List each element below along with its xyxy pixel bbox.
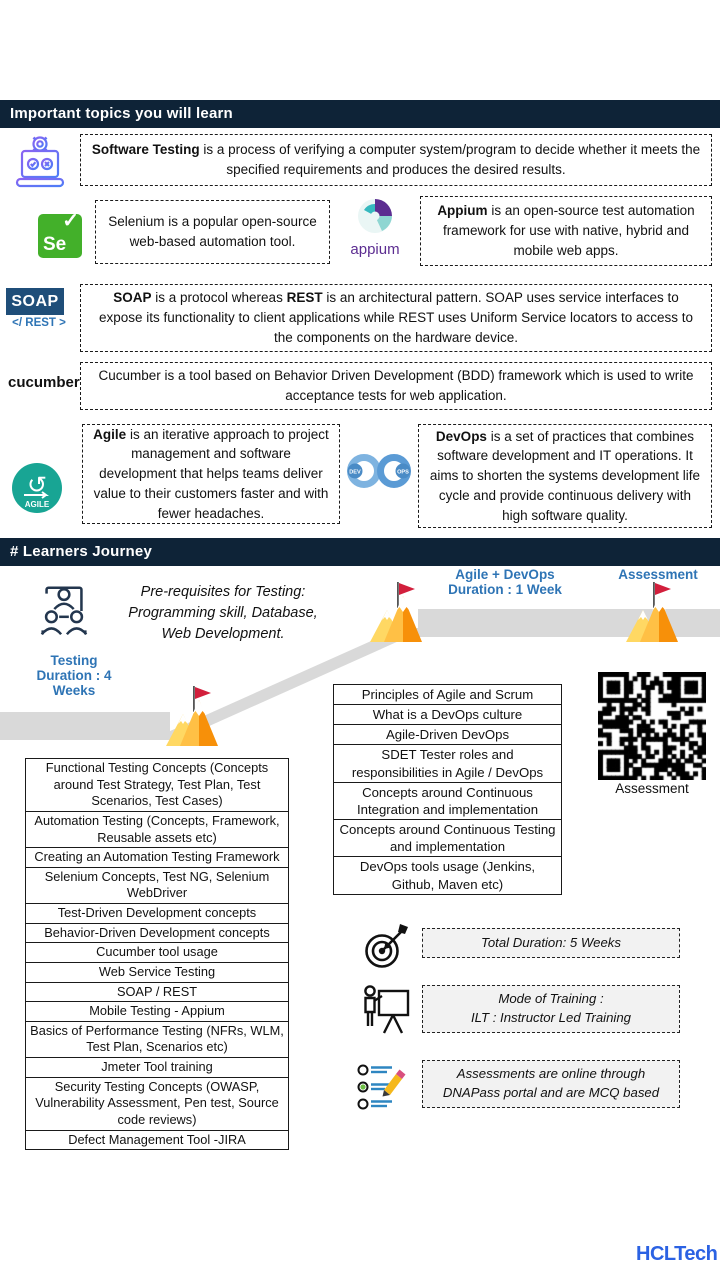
selenium-icon (38, 210, 82, 258)
topic-box-devops (418, 424, 712, 528)
topic-bold-devops: DevOps (435, 428, 487, 444)
topic-box-appium (420, 196, 712, 266)
selenium-check-glyph: ✓ (62, 210, 79, 232)
agile-icon (11, 462, 63, 519)
instructor-icon (360, 982, 410, 1041)
soap-badge-label: SOAP (6, 288, 64, 315)
topic-bold-agile: Agile (93, 426, 127, 442)
topic-text-soap1: is a protocol whereas (151, 290, 287, 306)
table-row: Selenium Concepts, Test NG, Selenium WebDriver (26, 867, 288, 903)
topic-text-devops: is a set of practices that combines software development and IT operations. It aims to shorten the systems development life cycle and provide continuous delivery with high software quality. (429, 428, 701, 523)
topic-text-agile: is an iterative approach to project management and software development that helps teams deliver value to their customers faster and with fewer headaches. (93, 426, 329, 521)
table-row: Concepts around Continuous Testing and implementation (334, 819, 561, 856)
table-row: Web Service Testing (26, 962, 288, 982)
selenium-se-label: Se (43, 234, 67, 255)
rest-badge-label: </ REST > (12, 317, 66, 329)
agile-devops-topics-table (333, 684, 562, 895)
devops-ops-label: OPS (397, 469, 409, 476)
cucumber-label: cucumber (8, 374, 80, 391)
topic-text-software-testing: is a process of verifying a computer system/program to decide whether it meets the specified requirements and produces the desired results. (199, 142, 701, 177)
agile-loop-glyph: ↺ (26, 472, 48, 499)
topic-box-software-testing (80, 134, 712, 186)
section-header-important-topics: Important topics you will learn (0, 100, 720, 128)
learners-group-icon (33, 580, 95, 647)
topic-text-cucumber: Cucumber is a tool based on Behavior Driven Development (BDD) framework which is used to write acceptance tests for web application. (98, 368, 694, 403)
qr-caption: Assessment (615, 781, 689, 796)
appium-icon (340, 197, 410, 258)
table-row: Behavior-Driven Development concepts (26, 923, 288, 943)
topic-bold-rest: REST (286, 290, 323, 306)
qr-code (598, 672, 706, 785)
hcltech-logo: HCLTech (636, 1243, 718, 1265)
milestone-flag-icon (166, 684, 220, 753)
info-box-assessments: Assessments are online through DNAPass portal and are MCQ based (422, 1060, 680, 1108)
topic-text-soap2: is an architectural pattern. SOAP uses service interfaces to expose its functionality to client applications while REST uses Uniform Service locators to access to the components on the hardware device. (98, 290, 694, 345)
table-row: SOAP / REST (26, 982, 288, 1002)
table-row: Basics of Performance Testing (NFRs, WLM, Test Plan, Scenarios etc) (26, 1021, 288, 1057)
topic-box-cucumber (80, 362, 712, 410)
table-row: Mobile Testing - Appium (26, 1001, 288, 1021)
table-row: Jmeter Tool training (26, 1057, 288, 1077)
milestone-label-testing: Testing Duration : 4 Weeks (36, 653, 112, 698)
topic-text-appium: is an open-source test automation framework for use with native, hybrid and mobile web apps. (442, 203, 695, 258)
table-row: Creating an Automation Testing Framework (26, 847, 288, 867)
target-icon (362, 924, 408, 975)
section-header-learners-journey: # Learners Journey (0, 538, 720, 566)
table-row: Defect Management Tool -JIRA (26, 1130, 288, 1150)
milestone-label-assessment: Assessment (618, 567, 698, 582)
topic-bold-software-testing: Software Testing (91, 142, 200, 158)
table-row: DevOps tools usage (Jenkins, Github, Maven etc) (334, 856, 561, 893)
milestone-flag-icon (370, 580, 424, 649)
table-row: What is a DevOps culture (334, 704, 561, 724)
table-row: SDET Tester roles and responsibilities in Agile / DevOps (334, 744, 561, 781)
info-box-mode: Mode of Training : ILT : Instructor Led Training (422, 985, 680, 1033)
topic-box-agile (82, 424, 340, 524)
table-row: Cucumber tool usage (26, 942, 288, 962)
table-row: Security Testing Concepts (OWASP, Vulnerability Assessment, Pen test, Source code reviews) (26, 1077, 288, 1130)
topic-bold-appium: Appium (437, 203, 488, 219)
devops-dev-label: DEV (349, 469, 361, 476)
topic-bold-soap: SOAP (113, 290, 152, 306)
topic-box-selenium (95, 200, 330, 264)
topic-text-selenium: Selenium is a popular open-source web-based automation tool. (108, 214, 317, 249)
milestone-label-agile-devops: Agile + DevOps Duration : 1 Week (448, 567, 562, 597)
prerequisites-text: Pre-requisites for Testing: Programming skill, Database, Web Development. (128, 584, 318, 643)
topic-box-soap-rest (80, 284, 712, 352)
checklist-pencil-icon (356, 1060, 408, 1117)
agile-label: AGILE (24, 500, 50, 509)
table-row: Automation Testing (Concepts, Framework, Reusable assets etc) (26, 811, 288, 847)
appium-label: appium (350, 241, 400, 258)
table-row: Agile-Driven DevOps (334, 724, 561, 744)
info-box-duration: Total Duration: 5 Weeks (422, 928, 680, 958)
devops-icon (344, 447, 414, 500)
milestone-flag-icon (626, 580, 680, 649)
table-row: Functional Testing Concepts (Concepts around Test Strategy, Test Plan, Test Scenarios, Test Cases) (45, 760, 269, 809)
software-testing-laptop-icon (8, 131, 72, 200)
testing-topics-table (25, 758, 289, 1150)
table-row: Test-Driven Development concepts (26, 903, 288, 923)
table-row: Principles of Agile and Scrum (361, 687, 534, 702)
table-row: Concepts around Continuous Integration and implementation (334, 782, 561, 819)
soap-rest-icon (6, 288, 72, 329)
